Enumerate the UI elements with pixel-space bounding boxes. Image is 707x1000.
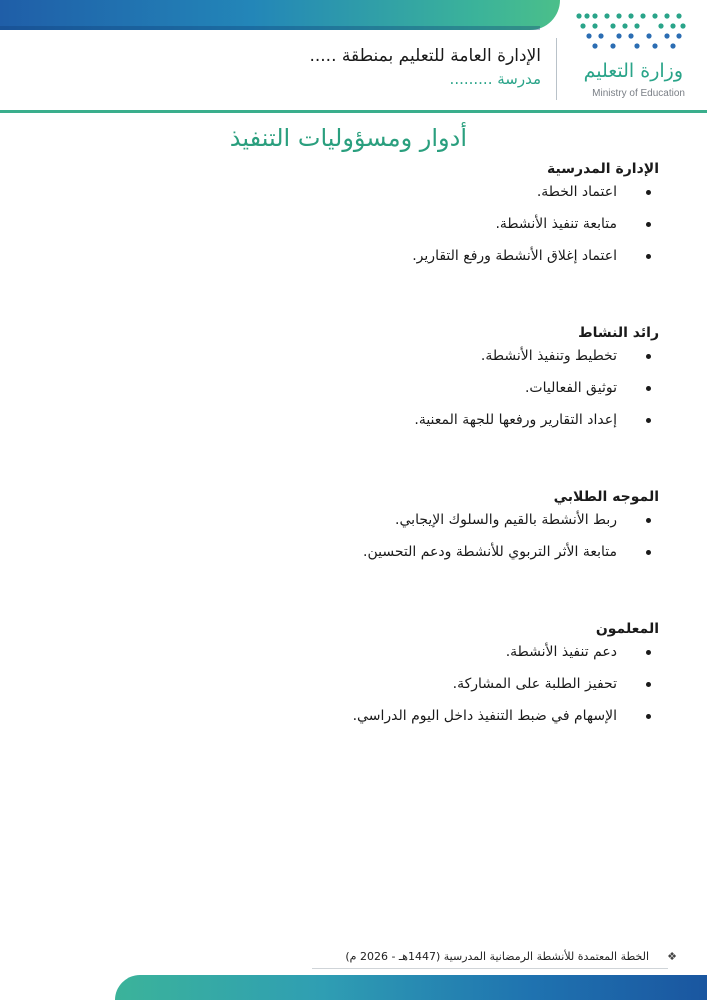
list-item-text: اعتماد الخطة. (536, 184, 617, 200)
header-text-block (309, 44, 541, 90)
logo-english-text: Ministry of Education (592, 88, 685, 99)
list-item-text: متابعة تنفيذ الأنشطة. (495, 216, 617, 232)
responsibility-list (239, 182, 659, 278)
list-item-text: اعتماد إغلاق الأنشطة ورفع التقارير. (412, 248, 617, 264)
section-activity-leader (239, 320, 659, 442)
list-item-text: تحفيز الطلبة على المشاركة. (452, 676, 617, 692)
bullet-icon (646, 190, 651, 195)
section-heading: الإدارة المدرسية (547, 161, 659, 177)
list-item-text: متابعة الأثر التربوي للأنشطة ودعم التحسين. (363, 544, 617, 560)
list-item (239, 214, 659, 246)
responsibility-list (239, 642, 659, 738)
bullet-icon (646, 518, 651, 523)
list-item (239, 706, 659, 738)
list-item (239, 510, 659, 542)
section-heading: الموجه الطلابي (553, 489, 659, 505)
section-student-counselor (239, 484, 659, 574)
section-heading: المعلمون (595, 621, 659, 637)
school-name: مدرسة ......... (449, 70, 541, 88)
bullet-icon (646, 650, 651, 655)
list-item (239, 410, 659, 442)
section-teachers (239, 616, 659, 738)
list-item-text: توثيق الفعاليات. (524, 380, 617, 396)
list-item (239, 346, 659, 378)
list-item (239, 182, 659, 214)
bullet-icon (646, 550, 651, 555)
ministry-dots-logo-icon (573, 10, 689, 54)
header-underline (0, 110, 707, 113)
bullet-icon (646, 254, 651, 259)
responsibility-list (239, 510, 659, 574)
bullet-icon (646, 714, 651, 719)
bullet-icon (646, 354, 651, 359)
department-name: الإدارة العامة للتعليم بمنطقة ..... (309, 46, 541, 66)
bullet-icon (646, 222, 651, 227)
list-item-text: ربط الأنشطة بالقيم والسلوك الإيجابي. (395, 512, 617, 528)
list-item-text: إعداد التقارير ورفعها للجهة المعنية. (414, 412, 617, 428)
bottom-decorative-bar (115, 975, 707, 1000)
header-divider (556, 38, 557, 100)
bullet-icon (646, 418, 651, 423)
list-item (239, 542, 659, 574)
list-item-text: دعم تنفيذ الأنشطة. (505, 644, 617, 660)
section-school-administration (239, 156, 659, 278)
logo-arabic-text: وزارة التعليم (583, 60, 683, 82)
top-bar-shadow (0, 26, 540, 30)
ministry-logo (569, 10, 689, 100)
responsibility-list (239, 346, 659, 442)
bullet-icon (646, 682, 651, 687)
section-heading: رائد النشاط (578, 325, 659, 341)
roles-content (239, 156, 659, 780)
list-item (239, 246, 659, 278)
list-item (239, 642, 659, 674)
bullet-icon (646, 386, 651, 391)
diamond-bullet-icon: ❖ (667, 950, 677, 963)
page-title: أدوار ومسؤوليات التنفيذ (229, 124, 467, 152)
list-item (239, 674, 659, 706)
list-item-text: الإسهام في ضبط التنفيذ داخل اليوم الدراسي. (352, 708, 617, 724)
list-item (239, 378, 659, 410)
footer-text: الخطة المعتمدة للأنشطة الرمضانية المدرسية (1447هـ - 2026 م) (345, 950, 649, 963)
footer-rule (312, 968, 668, 969)
list-item-text: تخطيط وتنفيذ الأنشطة. (480, 348, 617, 364)
